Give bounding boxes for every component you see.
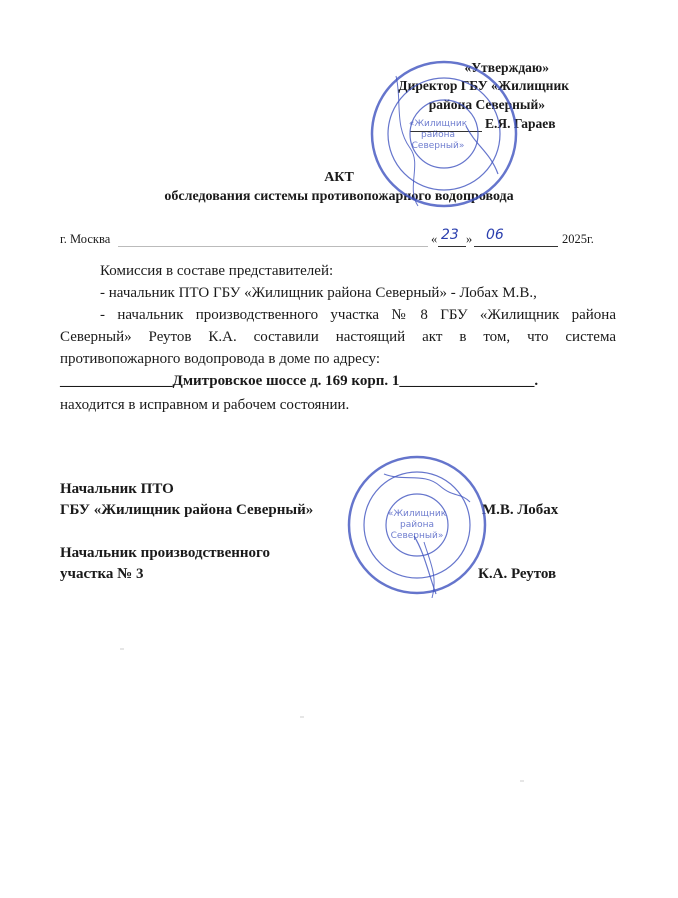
- seal-center-line-1: «Жилищник: [408, 119, 468, 129]
- approval-line-2: Директор ГБУ «Жилищник: [398, 78, 569, 93]
- date-month: 06: [486, 227, 504, 243]
- official-seal-approval: [366, 56, 522, 212]
- body-paragraph-4: находится в исправном и рабочем состоянии.: [60, 397, 350, 413]
- date-quote-close: »: [466, 232, 473, 246]
- city-line: [118, 246, 428, 247]
- body-paragraph-1: Комиссия в составе представителей:: [100, 263, 334, 279]
- approval-line-3: района Северный»: [428, 97, 545, 112]
- seal2-center-line-2: района: [400, 520, 434, 530]
- pto-name: М.В. Лобах: [482, 502, 559, 518]
- seal2-center-line-1: «Жилищник: [387, 509, 447, 519]
- official-seal-signatures: [344, 452, 490, 598]
- date-month-line: [474, 246, 558, 247]
- city: г. Москва: [60, 232, 111, 246]
- body-paragraph-2: - начальник ПТО ГБУ «Жилищник района Северный» - Лобах М.В.,: [100, 285, 537, 301]
- body-paragraph-3-line-3: противопожарного водопровода в доме по адресу:: [60, 351, 381, 367]
- date-day: 23: [441, 227, 459, 243]
- scan-artifact: [120, 648, 124, 650]
- pto-title-1: Начальник ПТО: [60, 481, 174, 497]
- site-title-2: участка № 3: [60, 566, 144, 582]
- seal-center-line-2: района: [421, 130, 455, 140]
- body-paragraph-3-line-1: - начальник производственного участка № 8 ГБУ «Жилищник района: [100, 307, 616, 323]
- approval-name: Е.Я. Гараев: [485, 116, 556, 131]
- body-paragraph-3-line-2: Северный» Реутов К.А. составили настоящий акт в том, что система: [60, 329, 616, 345]
- site-title-1: Начальник производственного: [60, 545, 270, 561]
- approval-line-1: «Утверждаю»: [464, 60, 549, 75]
- seal-center-line-3: Северный»: [411, 141, 465, 151]
- seal2-center-line-3: Северный»: [390, 531, 444, 541]
- document-title: АКТ: [324, 170, 354, 185]
- address-line: _______________Дмитровское шоссе д. 169 корп. 1__________________.: [60, 373, 539, 389]
- pto-title-2: ГБУ «Жилищник района Северный»: [60, 502, 314, 518]
- document-subtitle: обследования системы противопожарного водопровода: [164, 189, 514, 204]
- scan-artifact: [300, 716, 304, 718]
- date-day-line: [438, 246, 466, 247]
- site-name: К.А. Реутов: [478, 566, 557, 582]
- scan-artifact: [520, 780, 524, 782]
- date-quote-open: «: [431, 232, 438, 246]
- date-year: 2025г.: [562, 232, 594, 246]
